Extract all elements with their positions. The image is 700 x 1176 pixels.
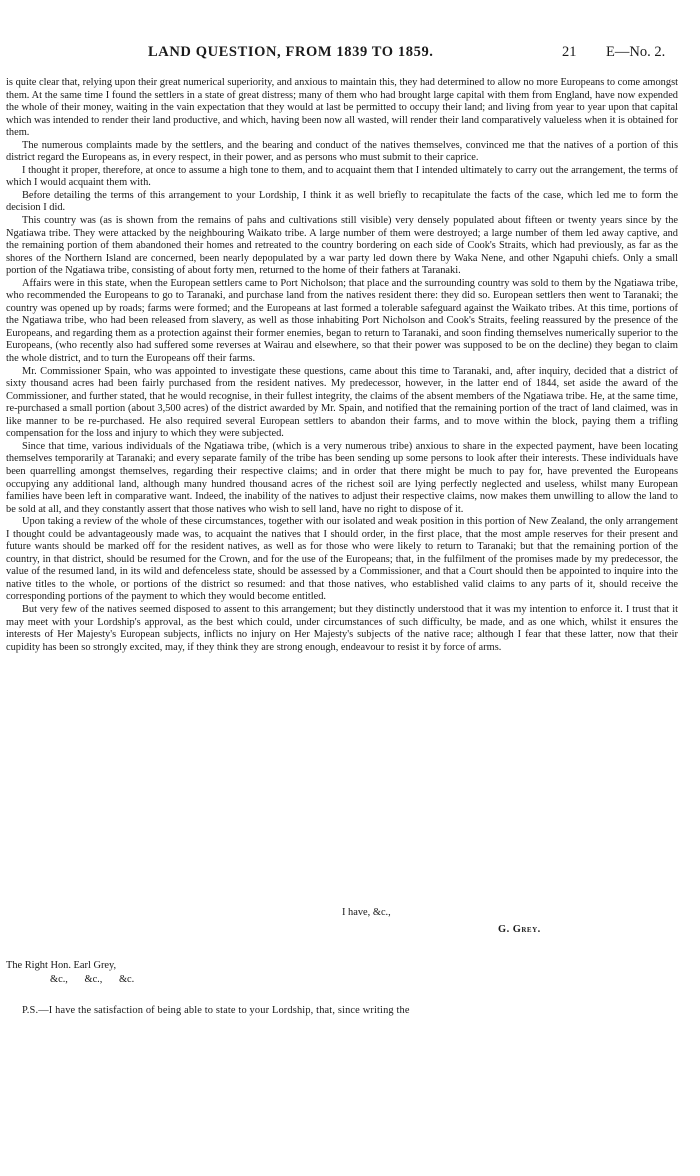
paragraph: is quite clear that, relying upon their great numerical superiority, and anxious to maintain this, they had determined to allow no more Europeans to come amongst them. At the same time I found the settlers in a state of great distress; many of them who had brought large capital with them from England, have now expended the whole of their money, waiting in the vain expectation that they would at last be permitted to occupy their land; and living from year to year upon that capital which was intended to render their land productive, and which, having been now all wasted, will render their land comparatively valueless when it is obtained for them. bbox=[6, 77, 678, 139]
paragraph: Before detailing the terms of this arrangement to your Lordship, I think it as well briefly to recapitulate the facts of the case, which led me to form the decision I did. bbox=[6, 189, 678, 214]
document-reference: E—No. 2. bbox=[606, 44, 666, 60]
sign-off: I have, &c., bbox=[342, 907, 391, 918]
page-number: 21 bbox=[562, 44, 577, 60]
addressee-name: The Right Hon. Earl Grey, bbox=[6, 960, 117, 971]
page-header bbox=[0, 44, 700, 64]
paragraph: This country was (as is shown from the remains of pahs and cultivations still visible) very densely populated about fifteen or twenty years since by the Ngatiawa tribe. They were attacked by the neighbouring Waikato tribe. A large number of them were destroyed; a large number of them led away captive, and the remaining portion of them abandoned their homes and retreated to the country bordering on each side of Cook's Straits, which had previously, as far as the shores of the Northern Island are concerned, been nearly depopulated by a war party led down there by Waka Nene, and other Ngapuhi chiefs. Only a small portion of the Ngatiawa tribe, consisting of about forty men, returned to the home of their fathers at Taranaki. bbox=[6, 215, 678, 277]
signature: G. Grey. bbox=[498, 924, 541, 935]
paragraph: Affairs were in this state, when the European settlers came to Port Nicholson; that place and the surrounding country was sold to them by the Ngatiawa tribe, who recommended the Europeans to go to Taranaki, and purchase land from the natives resident there: they did so. European settlers then went to Taranaki; the country was opened up by roads; farms were formed; and the Europeans at last formed a tolerable safeguard against the Waikato tribes. At this time, portions of the Ngatiawa tribe, who had been released from slavery, as well as those inhabiting Port Nicholson and Cook's Straits, feeling reassured by the presence of the Europeans, and regarding them as a protection against their former enemies, began to return to Taranaki, and soon finding themselves numerically superior to the Europeans, (who recently also had suffered some reverses at Wairau and elsewhere, so that their power was supposed to be on the decline) they began to claim the whole district, and to turn the Europeans off their farms. bbox=[6, 277, 678, 365]
postscript: P.S.—I have the satisfaction of being able to state to your Lordship, that, since writing the bbox=[22, 1005, 410, 1016]
letter-body bbox=[6, 77, 678, 654]
paragraph: Upon taking a review of the whole of these circumstances, together with our isolated and weak position in this portion of New Zealand, the only arrangement I thought could be advantageously made was, to acquaint the natives that I should order, in the first place, that the most ample reserves for their present and future wants should be marked off for the resident natives, as well as for those who were likely to return to Taranaki; but that the remaining portion of the country, in that district, should be resumed for the Crown, and for the use of the Europeans; that, in the fulfilment of the promises made by my predecessor, the value of the resumed land, in its wild and defenceless state, should be assessed by a Commissioner, and that a Court should then be appointed to inquire into the native titles to the whole, or portions of the district so resumed: and that those natives, who established valid claims to any parts of it, should receive the corresponding portions of the payment to which they would become entitled. bbox=[6, 516, 678, 603]
paragraph: Since that time, various individuals of the Ngatiawa tribe, (which is a very numerous tribe) anxious to share in the expected payment, have been locating themselves temporarily at Taranaki; and every separate family of the tribe has been sending up some persons to look after their interests. These individuals have been quarrelling amongst themselves, regarding their respective claims; and in order that there might be much to pay for, have prevented the Europeans occupying any additional land, although many hundred thousand acres of the richest soil are lying perfectly neglected and useless, whilst many European families have been left in comparative want. Indeed, the inability of the natives to adjust their respective claims, now makes them unwilling to allow the land to be sold at all, and they constantly assert that those natives who wish to sell land, have no right to dispose of it. bbox=[6, 440, 678, 515]
paragraph: The numerous complaints made by the settlers, and the bearing and conduct of the natives themselves, convinced me that the natives of a portion of this district regard the Europeans as, in every respect, in their power, and as persons who must submit to their caprice. bbox=[6, 139, 678, 164]
addressee-etc: &c., &c., &c. bbox=[50, 974, 135, 985]
paragraph: But very few of the natives seemed disposed to assent to this arrangement; but they distinctly understood that it was my intention to enforce it. I trust that it may meet with your Lordship's approval, as the best which could, under circumstances of such difficulty, be made, and as one which, whilst it ensures the interests of Her Majesty's European subjects, inflicts no injury on Her Majesty's subjects of the native race; although I fear that these latter, now that their cupidity has been so strongly excited, may, if they think they are strong enough, endeavour to resist it by force of arms. bbox=[6, 603, 678, 653]
paragraph: I thought it proper, therefore, at once to assume a high tone to them, and to acquaint them that I intended ultimately to carry out the arrangement, the terms of which I would acquaint them with. bbox=[6, 164, 678, 189]
paragraph: Mr. Commissioner Spain, who was appointed to investigate these questions, came about this time to Taranaki, and, after inquiry, decided that a district of sixty thousand acres had been fairly purchased from the resident natives. My predecessor, however, in the latter end of 1844, set aside the award of the Commissioner, and further stated, that he would recognise, in their fullest integrity, the claims of the absent members of the Ngatiawa tribe. He, at the same time, re-purchased a small portion (about 3,500 acres) of the district awarded by Mr. Spain, and notified that the remaining portion of the tract of land claimed, was in like manner to be re-purchased. He also required several European settlers to abandon their farms, and to move within the block, paying them a trifling compensation for the loss and injury to which they were subjected. bbox=[6, 365, 678, 440]
page-title: LAND QUESTION, FROM 1839 TO 1859. bbox=[148, 44, 434, 60]
